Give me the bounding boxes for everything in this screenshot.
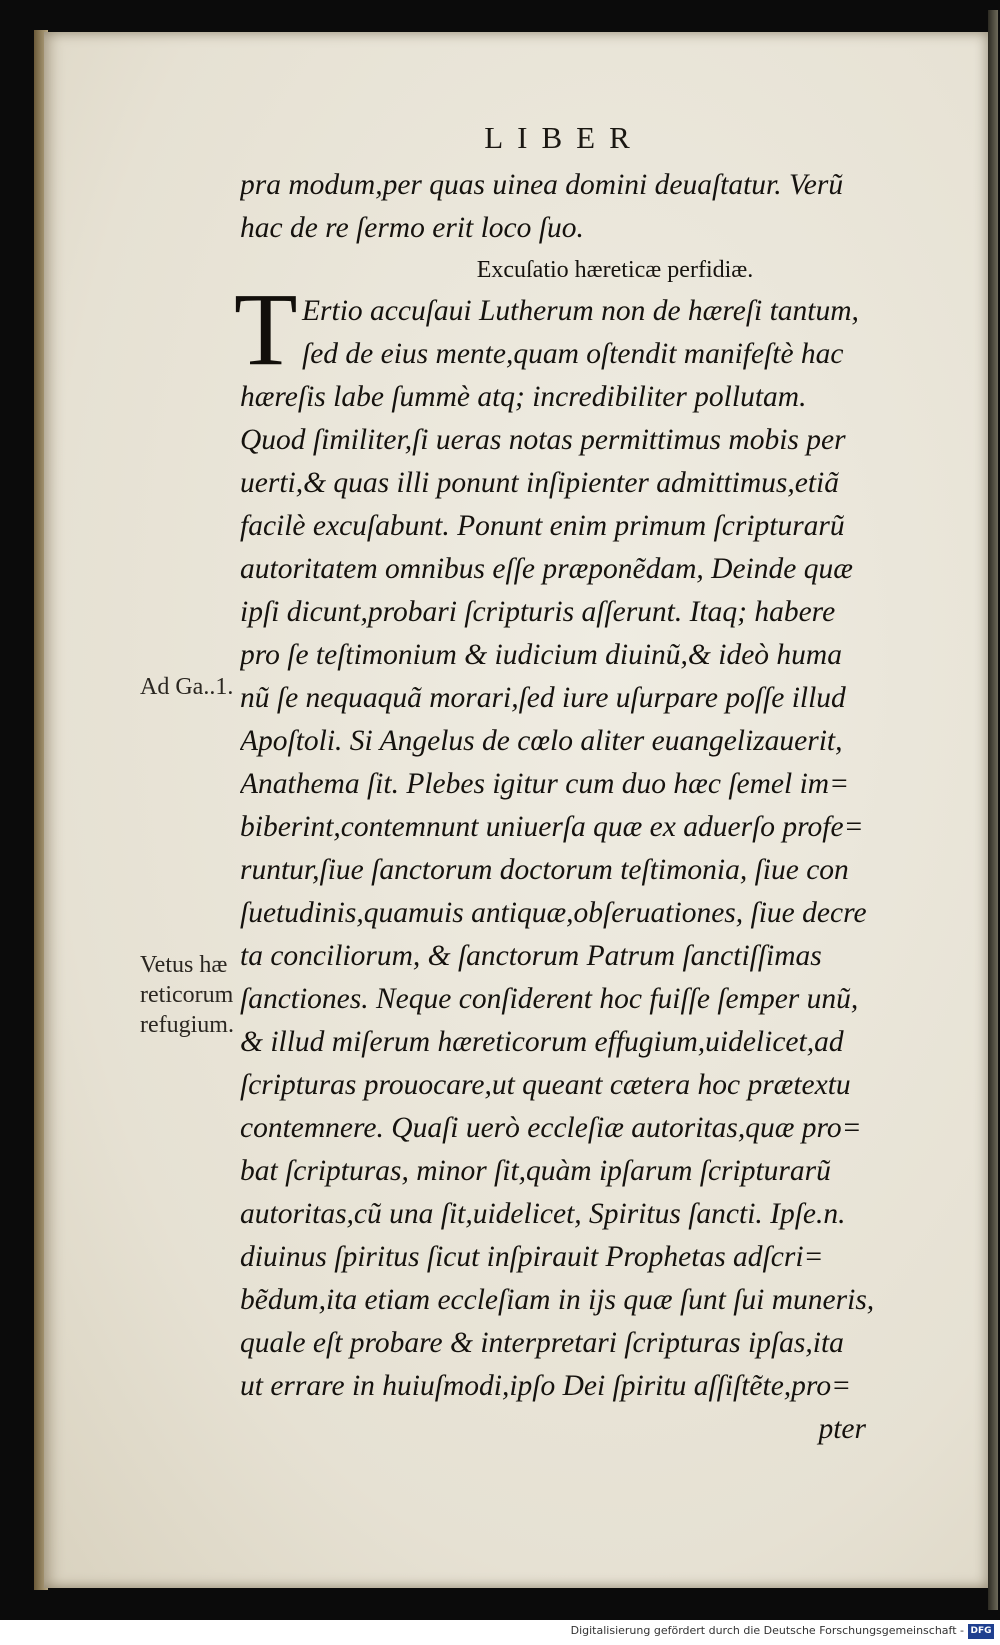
- text-line: quale eſt probare & interpretari ſcripturas ipſas,ita: [240, 1327, 844, 1359]
- text-line: Apoſtoli. Si Angelus de cœlo aliter euangelizauerit,: [240, 725, 843, 757]
- text-line: facilè excuſabunt. Ponunt enim primum ſcripturarũ: [240, 510, 845, 542]
- text-line: Quod ſimiliter,ſi ueras notas permittimus mobis per: [240, 424, 846, 456]
- dfg-logo: DFG: [968, 1624, 994, 1639]
- text-line: bat ſcripturas, minor ſit,quàm ipſarum ſcripturarũ: [240, 1155, 831, 1187]
- marginal-reference: Ad Ga..1.: [140, 674, 234, 700]
- section-heading: Excuſatio hæreticæ perfidiæ.: [476, 257, 754, 283]
- book-page: [44, 32, 988, 1588]
- page-fore-edge: [988, 10, 998, 1610]
- text-line: ipſi dicunt,probari ſcripturis aſſerunt. Itaq; habere: [240, 596, 836, 628]
- text-line: uerti,& quas illi ponunt inſipienter admittimus,etiã: [240, 467, 840, 499]
- text-line: ſanctiones. Neque conſiderent hoc fuiſſe ſemper unũ,: [240, 983, 859, 1015]
- text-line: ſcripturas prouocare,ut queant cætera hoc prætextu: [240, 1069, 851, 1101]
- running-head: LIBER: [484, 120, 644, 155]
- marginal-note-line: Vetus hæ: [140, 952, 228, 978]
- text-line: & illud miſerum hæreticorum effugium,uidelicet,ad: [240, 1026, 844, 1058]
- marginal-note-line: refugium.: [140, 1012, 234, 1038]
- text-line: Ertio accuſaui Lutherum non de hæreſi tantum,: [302, 295, 859, 327]
- text-line: ta conciliorum, & ſanctorum Patrum ſanctiſſimas: [240, 940, 822, 972]
- text-line: runtur,ſiue ſanctorum doctorum teſtimonia, ſiue con: [240, 854, 849, 886]
- paragraph-opening: [234, 272, 950, 387]
- text-line: pra modum,per quas uinea domini deuaſtatur. Verũ: [240, 169, 844, 201]
- text-line: autoritatem omnibus eſſe præponẽdam, Deinde quæ: [240, 553, 853, 585]
- marginal-note: [140, 950, 280, 1040]
- footer-credit: Digitalisierung gefördert durch die Deutsche Forschungsgemeinschaft -: [570, 1624, 964, 1637]
- text-line: pro ſe teſtimonium & iudicium diuinũ,& ideò huma: [240, 639, 842, 671]
- text-line: contemnere. Quaſi uerò eccleſiæ autoritas,quæ pro=: [240, 1112, 862, 1144]
- text-line: hæreſis labe ſummè atq; incredibiliter pollutam.: [240, 381, 807, 413]
- text-line: Anathema ſit. Plebes igitur cum duo hæc ſemel im=: [240, 768, 849, 800]
- text-line: hac de re ſermo erit loco ſuo.: [240, 212, 584, 244]
- text-line: diuinus ſpiritus ſicut inſpirauit Prophetas adſcri=: [240, 1241, 824, 1273]
- text-line: biberint,contemnunt uniuerſa quæ ex aduerſo profe=: [240, 811, 864, 843]
- text-line: bẽdum,ita etiam eccleſiam in ijs quæ ſunt ſui muneris,: [240, 1284, 875, 1316]
- text-line: ſed de eius mente,quam oſtendit manifeſtè hac: [302, 338, 844, 370]
- main-text-block: [234, 164, 950, 1451]
- marginal-note-line: reticorum: [140, 982, 234, 1008]
- text-line: ſuetudinis,quamuis antiquæ,obſeruationes, ſiue decre: [240, 897, 867, 929]
- footer-bar: [0, 1620, 1000, 1645]
- text-line: autoritas,cũ una ſit,uidelicet, Spiritus ſancti. Ipſe.n.: [240, 1198, 846, 1230]
- catchword: pter: [818, 1413, 866, 1445]
- paragraph-body: [240, 376, 950, 1408]
- text-line: nũ ſe nequaquã morari,ſed iure uſurpare poſſe illud: [240, 682, 846, 714]
- drop-cap-initial: T: [234, 272, 298, 387]
- text-line: ut errare in huiuſmodi,ipſo Dei ſpiritu aſſiſtẽte,pro=: [240, 1370, 851, 1402]
